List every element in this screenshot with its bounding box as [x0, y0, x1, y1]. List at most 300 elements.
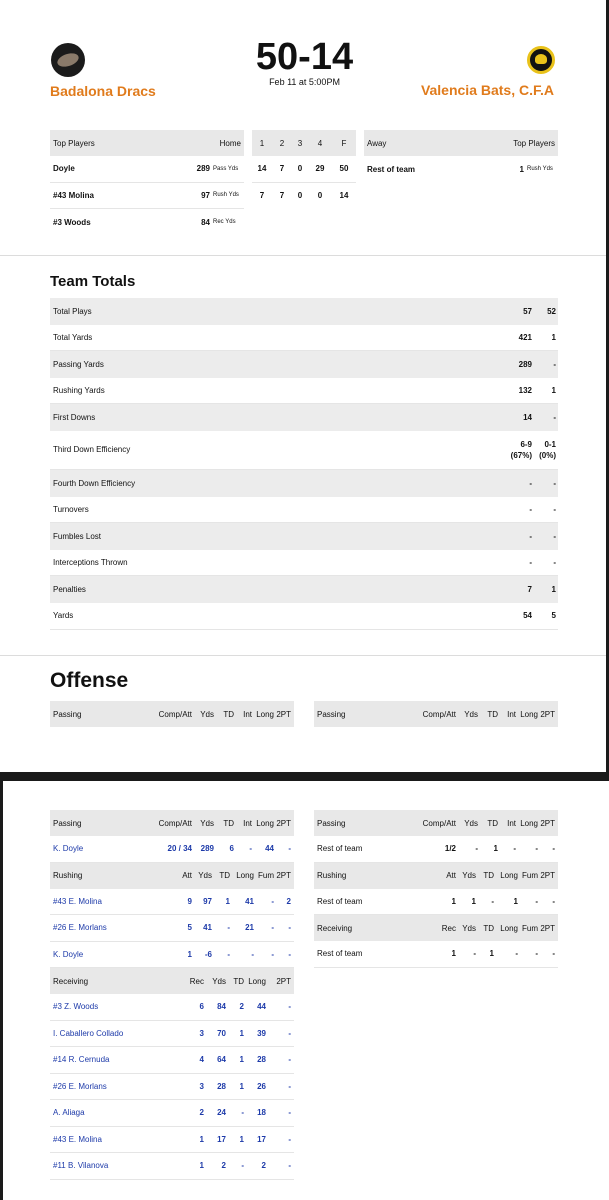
header-col: Yds [198, 871, 212, 880]
totals-away-main: - [553, 413, 556, 423]
stat-value: - [288, 949, 291, 959]
player-name-link[interactable]: #14 R. Cernuda [53, 1055, 110, 1065]
header-top-players: Top Players [513, 138, 555, 148]
stat-value: 44 [265, 844, 274, 854]
table-header [50, 968, 294, 994]
stat-value: 1 [451, 896, 456, 906]
totals-label: First Downs [53, 413, 96, 423]
header-col: Long [520, 709, 538, 719]
stat-value: - [271, 896, 274, 906]
header-col: Int [507, 818, 516, 828]
header-col: TD [223, 818, 234, 828]
header-label: Passing [53, 818, 82, 828]
stat-value: 17 [257, 1134, 266, 1144]
totals-home-main: 14 [523, 413, 532, 423]
player-name-link[interactable]: I. Caballero Collado [53, 1028, 124, 1038]
totals-home-value [492, 439, 532, 461]
header-col: Yds [464, 818, 478, 828]
stat-value: 1/2 [444, 844, 456, 854]
table-row [50, 1100, 294, 1127]
table-row [50, 889, 294, 916]
totals-label: Penalties [53, 585, 86, 595]
player-unit: Rush Yds [527, 166, 553, 173]
page-bottom [0, 781, 609, 1200]
totals-label: Third Down Efficiency [53, 445, 131, 455]
stat-value: - [288, 923, 291, 933]
header-col: Long [248, 976, 266, 986]
totals-home-main: 289 [518, 359, 532, 369]
stat-value: - [271, 949, 274, 959]
score-cell: 50 [339, 164, 349, 174]
totals-away-main: 1 [551, 332, 556, 342]
totals-home-value [492, 504, 532, 515]
stat-value: - [288, 844, 291, 854]
stat-value: - [288, 1028, 291, 1038]
stat-value: 1 [493, 844, 498, 854]
player-name-link[interactable]: #26 E. Morlans [53, 923, 107, 933]
totals-row [50, 298, 558, 325]
totals-label: Turnovers [53, 504, 89, 514]
player-name[interactable]: #43 Molina [53, 190, 94, 200]
totals-home-value [492, 412, 532, 423]
totals-home-value [492, 610, 532, 621]
totals-away-main: - [553, 478, 556, 488]
totals-home-main: - [529, 531, 532, 541]
stat-value: 2 [239, 1002, 244, 1012]
stat-value: 70 [217, 1028, 226, 1038]
header-label: Passing [317, 709, 346, 719]
totals-home-value [492, 306, 532, 317]
stat-value: 1 [239, 1028, 244, 1038]
away-offense-table [314, 810, 558, 968]
header-col: TD [487, 818, 498, 828]
stat-value: - [515, 949, 518, 959]
table-row [252, 183, 356, 210]
totals-home-main: 132 [518, 386, 532, 396]
header-col: Long [236, 871, 254, 880]
stat-value: - [241, 1108, 244, 1118]
stat-value: 3 [199, 1081, 204, 1091]
offense-title: Offense [50, 669, 129, 692]
score-cell: 29 [315, 164, 325, 174]
totals-label: Rushing Yards [53, 386, 105, 396]
stat-value: - [288, 1108, 291, 1118]
totals-home-main: 421 [518, 332, 532, 342]
away-passing-header-page1 [314, 701, 558, 727]
table-row [50, 1127, 294, 1154]
totals-row [50, 550, 558, 577]
quarter-label: 2 [279, 138, 285, 148]
stat-value: - [227, 923, 230, 933]
player-unit: Pass Yds [213, 165, 239, 172]
header-col: Long [500, 923, 518, 933]
game-date: Feb 11 at 5:00PM [269, 77, 340, 87]
score-cell: 0 [297, 191, 303, 201]
header-col: Comp/Att [158, 818, 192, 828]
header-col: Fum [522, 923, 538, 933]
totals-home-value [492, 332, 532, 343]
stat-value: 24 [217, 1108, 226, 1118]
header-col: Int [243, 818, 252, 828]
stat-value: - [241, 1161, 244, 1171]
player-name-link[interactable]: A. Aliaga [53, 1108, 85, 1118]
header-label: Rushing [53, 871, 83, 880]
table-row [50, 1153, 294, 1180]
totals-row [50, 523, 558, 550]
stat-value: 1 [489, 949, 494, 959]
table-header [314, 915, 558, 941]
stat-value: - [473, 949, 476, 959]
stat-value: 289 [200, 844, 214, 854]
stat-value: - [552, 896, 555, 906]
totals-label: Total Yards [53, 332, 93, 342]
totals-row [50, 576, 558, 603]
totals-home-value [492, 478, 532, 489]
stat-value: 26 [257, 1081, 266, 1091]
totals-home-pct: (67%) [510, 450, 532, 460]
header-col: TD [487, 709, 498, 719]
page-gap [0, 772, 609, 781]
totals-row [50, 325, 558, 352]
table-header [314, 701, 558, 727]
stat-value: 28 [257, 1055, 266, 1065]
totals-away-main: 0-1 [544, 439, 556, 449]
header-label: Receiving [53, 976, 89, 986]
header-col: Fum [522, 871, 538, 880]
header-col: 2PT [540, 709, 555, 719]
player-unit: Rush Yds [213, 192, 239, 199]
stat-value: - [475, 844, 478, 854]
stat-value: - [513, 844, 516, 854]
totals-home-value [492, 557, 532, 568]
player-name-link[interactable]: #11 B. Vilanova [53, 1161, 109, 1171]
totals-home-value [492, 385, 532, 396]
table-row [314, 941, 558, 968]
table-header [50, 810, 294, 836]
header-away: Away [367, 138, 387, 148]
stat-value: 41 [203, 923, 212, 933]
totals-away-value [532, 504, 558, 515]
stat-value: 1 [239, 1081, 244, 1091]
stat-value: - [271, 923, 274, 933]
stat-value: - [288, 1134, 291, 1144]
totals-away-main: - [553, 359, 556, 369]
stat-value: 84 [217, 1002, 226, 1012]
stat-value: - [552, 949, 555, 959]
player-name-link[interactable]: #26 E. Morlans [53, 1081, 107, 1091]
totals-home-main: 7 [527, 585, 532, 595]
stat-value: - [535, 949, 538, 959]
stat-value: 2 [286, 896, 291, 906]
away-top-players-table [364, 130, 558, 183]
table-row [50, 915, 294, 942]
stat-value: 6 [229, 844, 234, 854]
divider [0, 655, 606, 656]
header-col: Long [500, 871, 518, 880]
table-row [50, 156, 244, 183]
totals-label: Fumbles Lost [53, 531, 102, 541]
totals-home-main: - [529, 504, 532, 514]
header-col: Yds [212, 976, 226, 986]
player-name[interactable]: Rest of team [367, 164, 416, 174]
totals-row [50, 378, 558, 405]
stat-value: 2 [261, 1161, 266, 1171]
header-col: TD [483, 923, 494, 933]
stat-value: 17 [217, 1134, 226, 1144]
stat-value: - [288, 1002, 291, 1012]
quarter-scores-table [252, 130, 356, 209]
header-col: Yds [200, 709, 214, 719]
stat-value: - [227, 949, 230, 959]
header-col: TD [219, 871, 230, 880]
header-col: Yds [200, 818, 214, 828]
stat-value: - [249, 844, 252, 854]
totals-away-main: 1 [551, 386, 556, 396]
stat-value: - [491, 896, 494, 906]
header-col: 2PT [276, 871, 291, 880]
totals-away-value [532, 385, 558, 396]
player-name-link[interactable]: K. Doyle [53, 844, 84, 854]
table-row [50, 183, 244, 210]
header-col: 2PT [540, 923, 555, 933]
totals-row [50, 351, 558, 378]
header-home: Home [219, 138, 241, 148]
stat-value: 1 [187, 949, 192, 959]
stat-value: 1 [451, 949, 456, 959]
table-header [252, 130, 356, 156]
table-header [314, 810, 558, 836]
table-row [252, 156, 356, 183]
totals-label: Fourth Down Efficiency [53, 478, 136, 488]
stat-value: 64 [217, 1055, 226, 1065]
player-name-link[interactable]: #43 E. Molina [53, 1134, 102, 1144]
player-unit: Rec Yds [213, 219, 236, 226]
header-col: Long [520, 818, 538, 828]
totals-home-main: - [529, 558, 532, 568]
totals-home-value [492, 584, 532, 595]
player-name-link[interactable]: #3 Z. Woods [53, 1002, 99, 1012]
player-name[interactable]: #3 Woods [53, 217, 91, 227]
header-col: TD [483, 871, 494, 880]
stat-value: 41 [245, 896, 254, 906]
stat-value: - [552, 844, 555, 854]
header-col: 2PT [540, 871, 555, 880]
home-top-players-table [50, 130, 244, 236]
player-value: 97 [201, 190, 210, 200]
stat-value: 1 [199, 1161, 204, 1171]
home-passing-header-page1 [50, 701, 294, 727]
stat-value: 6 [199, 1002, 204, 1012]
stat-value: 3 [199, 1028, 204, 1038]
score-cell: 0 [317, 191, 323, 201]
table-header [364, 130, 558, 156]
header-col: Long [256, 709, 274, 719]
header-col: Int [243, 709, 252, 719]
stat-value: 2 [199, 1108, 204, 1118]
totals-away-main: 52 [547, 306, 556, 316]
stat-value: 18 [257, 1108, 266, 1118]
header-label: Passing [317, 818, 346, 828]
header-top-players: Top Players [53, 138, 95, 148]
totals-away-value [532, 478, 558, 489]
totals-away-main: - [553, 531, 556, 541]
header-col: 2PT [276, 818, 291, 828]
totals-away-main: 5 [551, 611, 556, 621]
team-totals-table [50, 298, 558, 630]
stat-value: - [535, 896, 538, 906]
divider [0, 255, 606, 256]
table-row [50, 994, 294, 1021]
header-col: Yds [462, 923, 476, 933]
header-col: Rec [441, 923, 456, 933]
table-header [50, 130, 244, 156]
header-col: TD [233, 976, 244, 986]
stat-value: 97 [203, 896, 212, 906]
table-row [314, 836, 558, 863]
totals-away-value [532, 584, 558, 595]
totals-home-value [492, 359, 532, 370]
header-col: Att [446, 871, 456, 880]
totals-home-main: 57 [523, 306, 532, 316]
totals-label: Interceptions Thrown [53, 558, 128, 568]
totals-label: Yards [53, 611, 74, 621]
header-col: Yds [464, 709, 478, 719]
header-col: 2PT [276, 709, 291, 719]
player-value: 1 [519, 164, 524, 174]
stat-value: 20 / 34 [167, 844, 192, 854]
away-team-name[interactable]: Valencia Bats, C.F.A [420, 82, 554, 98]
score-cell: 14 [257, 164, 267, 174]
header-col: Comp/Att [158, 709, 192, 719]
player-name-link[interactable]: K. Doyle [53, 949, 84, 959]
totals-row [50, 603, 558, 630]
stat-value: 4 [199, 1055, 204, 1065]
stat-value: 9 [187, 896, 192, 906]
stat-value: 28 [217, 1081, 226, 1091]
stat-value: 1 [513, 896, 518, 906]
header-col: Att [182, 871, 192, 880]
player-value: 289 [196, 164, 210, 174]
totals-row [50, 470, 558, 497]
quarter-label: F [341, 138, 347, 148]
totals-away-value [532, 332, 558, 343]
stat-value: 1 [471, 896, 476, 906]
score-cell: 14 [339, 191, 349, 201]
table-header [314, 863, 558, 889]
header-col: 2PT [276, 976, 291, 986]
totals-away-value [532, 610, 558, 621]
totals-home-main: 54 [523, 611, 532, 621]
header-col: Yds [462, 871, 476, 880]
final-score: 50-14 [255, 36, 354, 78]
table-row [50, 209, 244, 236]
quarter-label: 4 [317, 138, 323, 148]
stat-value: 39 [257, 1028, 266, 1038]
table-row [314, 889, 558, 916]
totals-away-value [532, 359, 558, 370]
totals-row [50, 497, 558, 524]
quarter-label: 1 [259, 138, 265, 148]
header-label: Receiving [317, 923, 353, 933]
stat-value: - [288, 1081, 291, 1091]
player-name-link[interactable]: #43 E. Molina [53, 896, 102, 906]
stat-value: -6 [204, 949, 212, 959]
header-col: Rec [189, 976, 204, 986]
header-col: Long [256, 818, 274, 828]
stat-value: 44 [257, 1002, 266, 1012]
totals-away-value [532, 306, 558, 317]
totals-label: Total Plays [53, 306, 92, 316]
stat-value: - [288, 1161, 291, 1171]
header-col: Comp/Att [422, 818, 456, 828]
player-name-link: Rest of team [317, 949, 363, 959]
totals-away-main: - [553, 504, 556, 514]
team-totals-title: Team Totals [50, 273, 136, 290]
table-row [50, 942, 294, 969]
totals-home-value [492, 531, 532, 542]
table-header [50, 701, 294, 727]
totals-away-value [532, 439, 558, 461]
totals-row [50, 404, 558, 431]
stat-value: 5 [187, 923, 192, 933]
totals-label: Passing Yards [53, 359, 104, 369]
score-cell: 7 [279, 191, 285, 201]
player-value: 84 [201, 217, 210, 227]
score-cell: 0 [297, 164, 303, 174]
score-cell: 7 [279, 164, 285, 174]
stat-value: 2 [221, 1161, 226, 1171]
player-name-link: Rest of team [317, 844, 363, 854]
totals-home-main: 6-9 [520, 439, 532, 449]
player-name[interactable]: Doyle [53, 164, 75, 174]
stat-value: - [535, 844, 538, 854]
table-row [50, 1074, 294, 1101]
totals-home-main: - [529, 478, 532, 488]
score-cell: 7 [259, 191, 265, 201]
totals-away-main: - [553, 558, 556, 568]
table-row [50, 836, 294, 863]
totals-away-main: 1 [551, 585, 556, 595]
header-col: Comp/Att [422, 709, 456, 719]
table-row [50, 1021, 294, 1048]
totals-away-pct: (0%) [539, 450, 556, 460]
stat-value: 1 [239, 1134, 244, 1144]
header-col: TD [223, 709, 234, 719]
header-col: Int [507, 709, 516, 719]
stat-value: 21 [245, 923, 254, 933]
quarter-label: 3 [297, 138, 303, 148]
header-col: 2PT [540, 818, 555, 828]
table-row [50, 1047, 294, 1074]
table-row [364, 156, 558, 183]
stat-value: - [251, 949, 254, 959]
stat-value: 1 [225, 896, 230, 906]
stat-value: - [288, 1055, 291, 1065]
header-label: Rushing [317, 871, 347, 880]
player-name-link: Rest of team [317, 896, 363, 906]
totals-away-value [532, 531, 558, 542]
stat-value: 1 [239, 1055, 244, 1065]
header-label: Passing [53, 709, 82, 719]
header-col: Fum [258, 871, 274, 880]
totals-row [50, 431, 558, 470]
table-header [50, 863, 294, 889]
totals-away-value [532, 412, 558, 423]
stat-value: 1 [199, 1134, 204, 1144]
home-offense-table [50, 810, 294, 1180]
home-team-name[interactable]: Badalona Dracs [50, 83, 156, 99]
totals-away-value [532, 557, 558, 568]
